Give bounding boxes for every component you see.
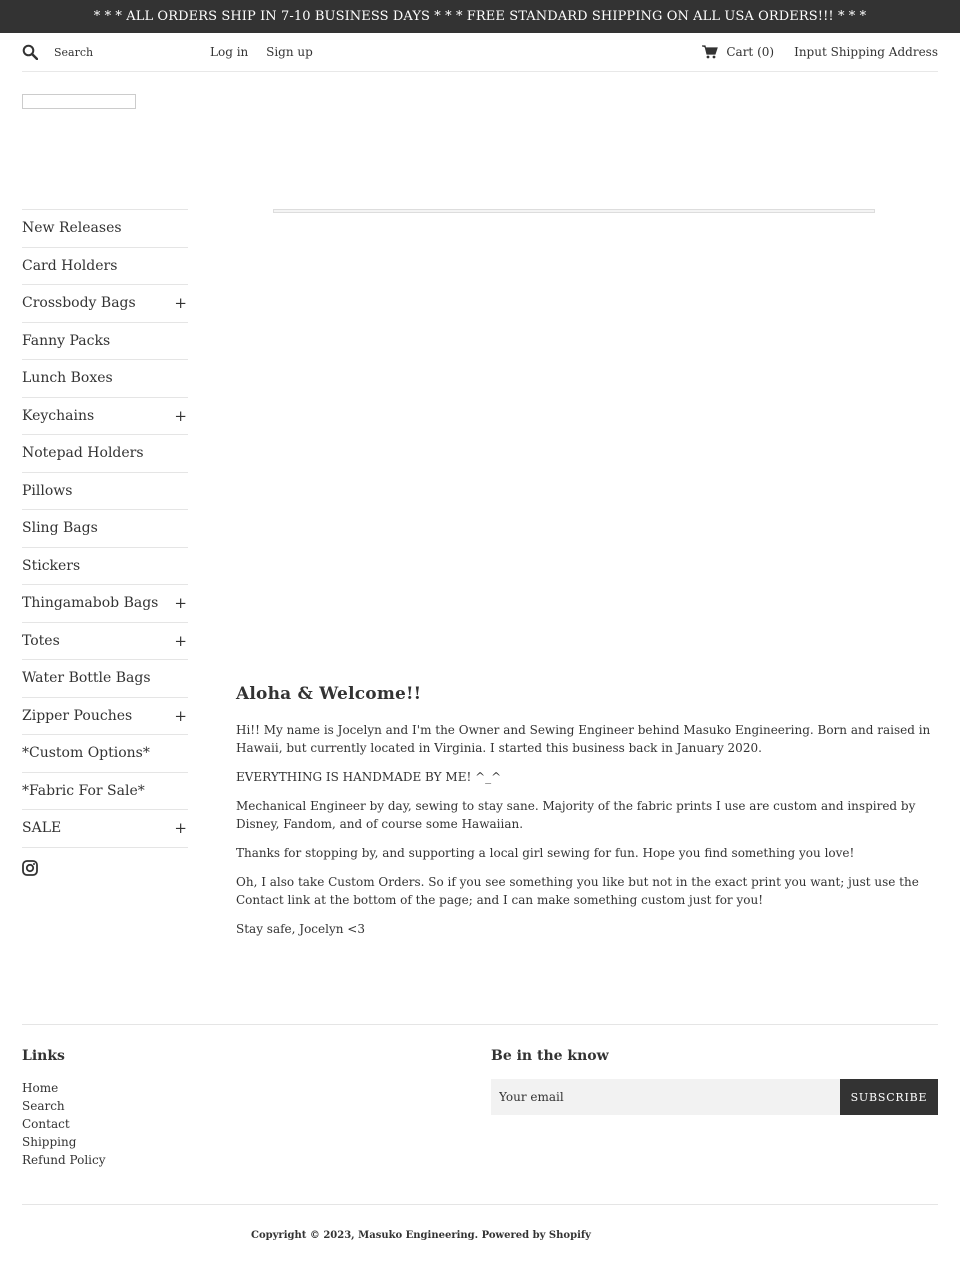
sidebar-item-fabric-for-sale[interactable]: *Fabric For Sale* [22, 773, 188, 811]
announcement-text: * * * ALL ORDERS SHIP IN 7-10 BUSINESS DAYS * * * FREE STANDARD SHIPPING ON ALL USA ORDERS!!! * * * [93, 9, 867, 24]
welcome-paragraph: Mechanical Engineer by day, sewing to stay sane. Majority of the fabric prints I use are custom and inspired by Disney, Fandom, and of course some Hawaiian. [236, 799, 916, 831]
sidebar-item-new-releases[interactable]: New Releases [22, 210, 188, 248]
welcome-paragraph: Thanks for stopping by, and supporting a local girl sewing for fun. Hope you find something you love! [236, 846, 855, 860]
cart-icon [702, 45, 718, 59]
sidebar-item-water-bottle-bags[interactable]: Water Bottle Bags [22, 660, 188, 698]
sidebar-item-crossbody-bags[interactable]: Crossbody Bags + [22, 285, 188, 323]
footer-link-shipping[interactable]: Shipping [22, 1135, 77, 1149]
sidebar-item-custom-options[interactable]: *Custom Options* [22, 735, 188, 773]
sidebar-item-keychains[interactable]: Keychains + [22, 398, 188, 436]
copyright-text: Copyright © 2023, Masuko Engineering. Powered by Shopify [251, 1230, 591, 1241]
sidebar-item-lunch-boxes[interactable]: Lunch Boxes [22, 360, 188, 398]
slideshow-placeholder [273, 209, 875, 213]
sidebar-item-card-holders[interactable]: Card Holders [22, 248, 188, 286]
expand-icon[interactable]: + [174, 631, 187, 650]
header-right-links [702, 45, 938, 59]
sidebar-item-stickers[interactable]: Stickers [22, 548, 188, 586]
sidebar-item-pillows[interactable]: Pillows [22, 473, 188, 511]
copyright-divider [22, 1204, 938, 1205]
account-links [210, 45, 327, 59]
newsletter [491, 1048, 938, 1115]
search-icon[interactable] [22, 44, 38, 60]
announcement-bar [0, 0, 960, 33]
footer-link-search[interactable]: Search [22, 1099, 65, 1113]
site-logo[interactable] [22, 94, 136, 109]
sidebar-item-thingamabob-bags[interactable]: Thingamabob Bags + [22, 585, 188, 623]
expand-icon[interactable]: + [174, 594, 187, 613]
newsletter-title: Be in the know [491, 1048, 609, 1064]
sidebar-item-zipper-pouches[interactable]: Zipper Pouches + [22, 698, 188, 736]
instagram-icon[interactable] [22, 860, 38, 876]
subscribe-button[interactable]: SUBSCRIBE [840, 1079, 938, 1115]
footer-divider [22, 1024, 938, 1025]
welcome-paragraph: Hi!! My name is Jocelyn and I'm the Owner and Sewing Engineer behind Masuko Engineering. Born and raised in Hawaii, but currently located in Virginia. I started this business back in January 2020. [236, 723, 931, 755]
footer-link-home[interactable]: Home [22, 1081, 59, 1095]
footer-links [22, 1048, 106, 1169]
login-link[interactable]: Log in [210, 45, 249, 59]
sidebar-item-sling-bags[interactable]: Sling Bags [22, 510, 188, 548]
sidebar-item-sale[interactable]: SALE + [22, 810, 188, 848]
newsletter-form [491, 1079, 938, 1115]
shipping-address-link[interactable]: Input Shipping Address [794, 45, 938, 59]
search-input[interactable] [54, 46, 184, 59]
page-title: Aloha & Welcome!! [236, 684, 422, 704]
expand-icon[interactable]: + [174, 819, 187, 838]
welcome-paragraph: Oh, I also take Custom Orders. So if you see something you like but not in the exact print you want; just use the Contact link at the bottom of the page; and I can make something custom just for you! [236, 875, 919, 907]
footer-link-contact[interactable]: Contact [22, 1117, 70, 1131]
welcome-section [236, 684, 941, 949]
email-field[interactable] [491, 1079, 840, 1115]
cart-link[interactable] [702, 45, 774, 59]
top-bar [22, 33, 938, 72]
footer-link-refund-policy[interactable]: Refund Policy [22, 1153, 106, 1167]
welcome-paragraph: Stay safe, Jocelyn <3 [236, 922, 365, 936]
search-form [22, 44, 202, 60]
signup-link[interactable]: Sign up [266, 45, 313, 59]
welcome-paragraph: EVERYTHING IS HANDMADE BY ME! ^_^ [236, 770, 502, 784]
sidebar-item-notepad-holders[interactable]: Notepad Holders [22, 435, 188, 473]
sidebar-item-totes[interactable]: Totes + [22, 623, 188, 661]
footer-links-title: Links [22, 1048, 65, 1064]
sidebar-nav [22, 209, 188, 848]
expand-icon[interactable]: + [174, 406, 187, 425]
expand-icon[interactable]: + [174, 706, 187, 725]
sidebar-item-fanny-packs[interactable]: Fanny Packs [22, 323, 188, 361]
cart-label: Cart (0) [726, 45, 775, 59]
expand-icon[interactable]: + [174, 294, 187, 313]
